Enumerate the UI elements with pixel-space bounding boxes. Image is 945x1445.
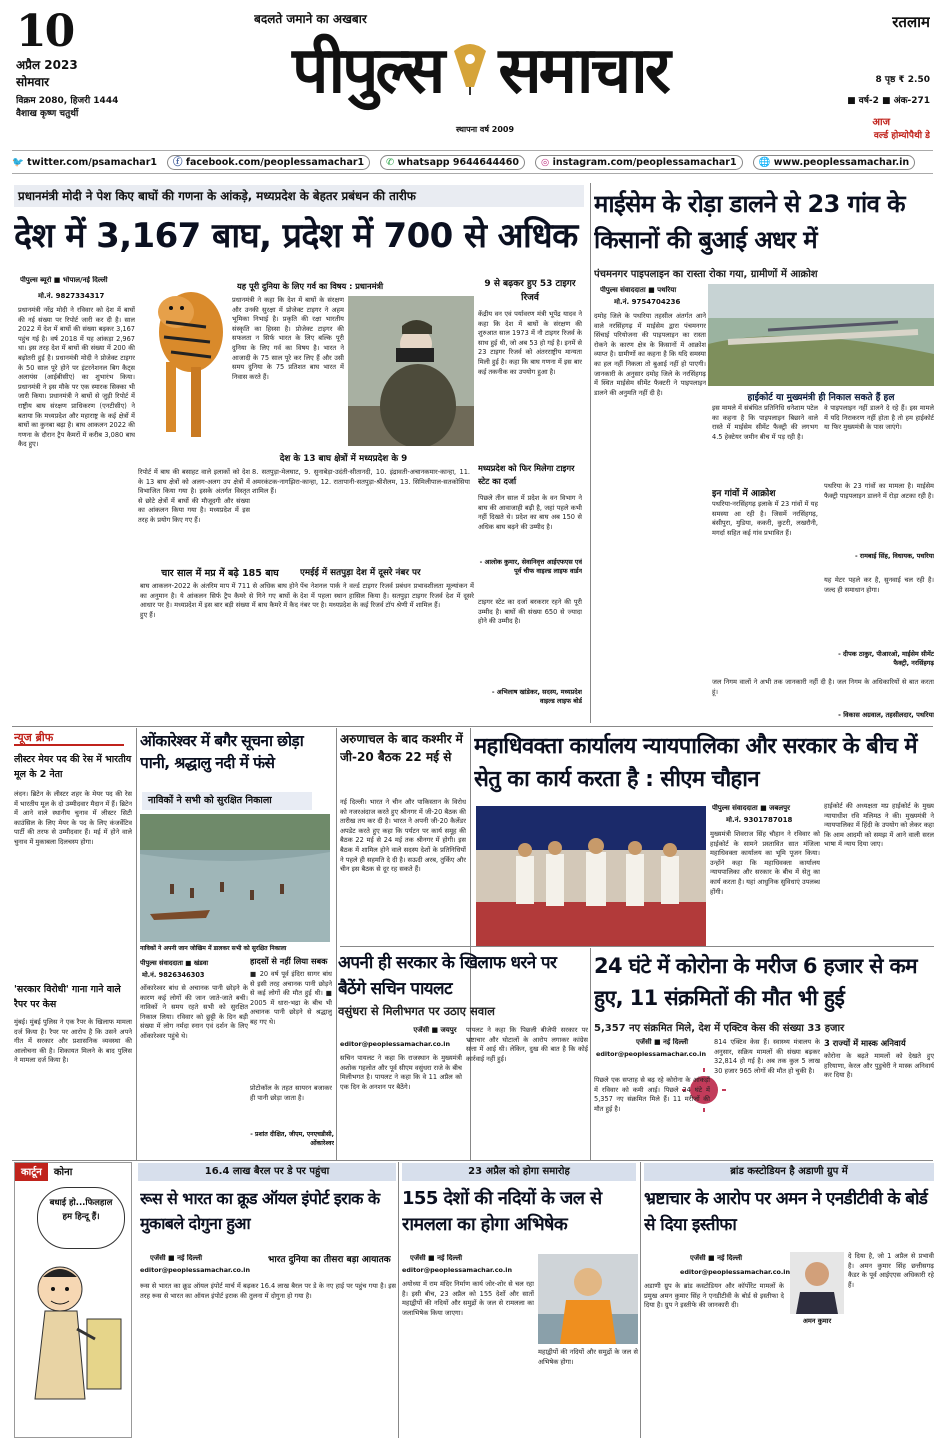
cartoon-speech: बधाई हो...फिलहाल हम हिन्दू हैं। xyxy=(37,1187,125,1249)
omkareshwar-mobile: मो.नं. 9826346303 xyxy=(142,971,205,979)
mett-body: पेंच नेशनल पार्क ने वर्ल्ड टाइगर रिजर्व प्रबंधन प्रभावशीलता मूल्यांकन में देश में पहला स्थान हासिल किया है। सतपुड़ा टाइगर रिजर्व देश में दूसरे नंबर पर है। मध्यप्रदेश के कई रिजर्व टॉप श्रेणी में शामिल हैं। xyxy=(300,582,474,610)
aman-kumar-label: अमन कुमार xyxy=(802,1317,832,1325)
facebook-link[interactable] xyxy=(167,155,370,170)
instagram-link[interactable] xyxy=(535,155,743,170)
corona-body3: कोरोना के बढ़ते मामलों को देखते हुए हरियाणा, केरल और पुडुचेरी ने मास्क अनिवार्य कर दिया है। xyxy=(824,1052,934,1080)
cm-byline: पीपुल्स संवाददाता ■ जबलपुर xyxy=(712,804,790,812)
quote-rambai-by: - रामबाई सिंह, विधायक, पथरिया xyxy=(854,552,934,560)
lead-body-col3: केंद्रीय वन एवं पर्यावरण मंत्री भूपेंद्र यादव ने कहा कि देश में बाघों के संरक्षण की शुरुआत साल 1973 में नौ टाइगर रिजर्व के साथ हुई थी, जो अब 53 हो गई है। इनमें से 23 टाइगर रिजर्व को अंतरराष्ट्रीय मान्यता मिली हुई है। कहा कि बाघ गणना में इस बार कई तकनीक का उपयोग हुआ है। xyxy=(478,310,582,376)
crude-byline: एजेंसी ■ नई दिल्ली xyxy=(150,1254,203,1262)
pen-logo-icon xyxy=(452,37,488,97)
quote-abhilash-by: - अभिलाष खांडेकर, सदस्य, मध्यप्रदेश वाइल्ड लाइफ बोर्ड xyxy=(491,688,582,705)
regions-subhead: देश के 13 बाघ क्षेत्रों में मध्यप्रदेश के 9 xyxy=(279,454,408,464)
cartoon-corner: कोना xyxy=(53,1167,73,1178)
regions-list: 8. सतपुड़ा-मेलघाट, 9. सुनाबेड़ा-उदंती-सीतानदी, 10. इंद्रावती-अचानकमार-कान्हा, 11. अमरकंटक-नागझिरा-कान्हा, 12. रातापानी-सतपुड़ा-श्रीशैलम, 13. सिमिलीपाल-सतकोसिया शामिल हैं। xyxy=(252,468,470,496)
date-day: 10 xyxy=(16,10,74,57)
brief-leicester-body: लंदन। ब्रिटेन के लीस्टर शहर के मेयर पद की रेस में भारतीय मूल के दो उम्मीदवार मैदान में हैं। ब्रिटेन में आने वाले स्थानीय चुनाव में लीस्टर सिटी काउंसिल के लिए मेयर के पद के लिए कंजर्वेटिव पार्टी की तरफ से उम्मीदवार हैं। मई में होने वाले चुनाव में मुकाबला दिलचस्प होगा। xyxy=(14,790,132,846)
quote-rambai: पथरिया के 23 गांवों का मामला है। माईसेम फैक्ट्री पाइपलाइन डालने में रोड़ा अटका रही है। xyxy=(824,482,934,500)
month-year: अप्रैल 2023 xyxy=(16,58,78,72)
corona-headline: 24 घंटे में कोरोना के मरीज 6 हजार से कम हुए, 11 संक्रमितों की मौत भी हुई xyxy=(594,954,918,1010)
date-box xyxy=(16,10,166,150)
ndtv-email: editor@peoplessamachar.co.in xyxy=(680,1268,791,1276)
city-name: रतलाम xyxy=(892,13,930,31)
instagram-icon: ◎ xyxy=(541,156,550,168)
facebook-handle: facebook.com/peoplessamachar1 xyxy=(185,156,365,168)
quote-abhilash: टाइगर स्टेट का दर्जा बरकरार रहने की पूरी उम्मीद है। बाघों की संख्या 650 से ज्यादा होने की उम्मीद है। xyxy=(478,598,582,626)
brief-rapper-body: मुंबई। मुंबई पुलिस ने एक रैपर के खिलाफ मामला दर्ज किया है। रैपर पर आरोप है कि उसने अपने गीत में सरकार और प्रशासनिक व्यवस्था की आलोचना की है। शिकायत मिलने के बाद पुलिस ने मामला दर्ज किया है। xyxy=(14,1018,132,1065)
corona-subhead: 5,357 नए संक्रमित मिले, देश में एक्टिव केस की संख्या 33 हजार xyxy=(594,1023,845,1034)
cartoon-drawing xyxy=(15,1249,131,1429)
quote-deepak: यह मेटर पहले कर है, सुनवाई चल रही है। जल्द ही समाधान होगा। xyxy=(824,576,934,594)
quote-vikas-by: - विकास अग्रवाल, तहसीलदार, पथरिया xyxy=(838,711,934,719)
g20-body: नई दिल्ली। भारत ने चीन और पाकिस्तान के विरोध को नजरअंदाज करते हुए श्रीनगर में जी-20 बैठक की तारीख तय कर दी है। भारत ने अपनी जी-20 कैलेंडर अपडेट करते हुए कहा कि पर्यटन पर कार्य समूह की बैठक 22 मई से 24 मई तक श्रीनगर में होगी। इस बैठक में शामिल होने वाले सदस्य देशों के प्रतिनिधियों ने पहले ही सहमति दे दी है। सऊदी अरब, तुर्किए और चीन इस बैठक से दूर रह सकते हैं। xyxy=(340,798,466,874)
mycem-mobile: मो.नं. 9754704236 xyxy=(614,298,681,306)
ndtv-kicker: ब्रांड कस्टोडियन है अडाणी ग्रुप में xyxy=(644,1163,934,1181)
ndtv-headline: भ्रष्टाचार के आरोप पर अमन ने एनडीटीवी के बोर्ड से दिया इस्तीफा xyxy=(644,1189,928,1235)
mycem-caption: हाईकोर्ट या मुख्यमंत्री ही निकाल सकते हैं हल xyxy=(747,393,895,402)
whatsapp-link[interactable] xyxy=(380,155,525,170)
quote-deepak-by: - दीपक ठाकुर, पीआरओ, माईसेम सीमेंट फैक्ट्री, नरसिंहगढ़ xyxy=(838,650,934,667)
volume-number: ■ वर्ष-2 ■ अंक-271 xyxy=(847,96,930,106)
twitter-handle: twitter.com/psamachar1 xyxy=(27,156,157,168)
globe-icon: 🌐 xyxy=(758,156,771,168)
crude-email: editor@peoplessamachar.co.in xyxy=(140,1266,251,1274)
lessons-subhead: हादसों से नहीं लिया सबक xyxy=(250,956,328,966)
weekday: सोमवार xyxy=(16,75,50,89)
pilot-subhead: वसुंधरा से मिलीभगत पर उठाए सवाल xyxy=(338,1004,495,1018)
aaj-label: आज xyxy=(872,117,890,128)
aman-kumar-photo xyxy=(790,1252,844,1314)
corona-email: editor@peoplessamachar.co.in xyxy=(596,1050,707,1058)
lead-kicker: प्रधानमंत्री मोदी ने पेश किए बाघों की गणना के आंकड़े, मध्यप्रदेश के बेहतर प्रबंधन की तारीफ xyxy=(14,185,584,207)
pm-binocular-photo xyxy=(348,296,474,446)
newspaper-title xyxy=(170,22,790,112)
lead-body-col1: प्रधानमंत्री नरेंद्र मोदी ने रविवार को देश में बाघों की नई संख्या पर रिपोर्ट जारी कर दी है। साल 2022 में देश में बाघों की संख्या बढ़कर 3,167 पहुंच गई है। वर्ष 2018 में यह आंकड़ा 2,967 था। इस तरह देश में बाघों की संख्या में 200 की बढ़ोतरी हुई है। प्रधानमंत्री मोदी ने प्रोजेक्ट टाइगर के 50 साल पूरे होने पर इंटरनेशनल बिग कैट्स अलायंस (आईबीसीए) का शुभारंभ किया। प्रधानमंत्री ने इस मौके पर एक स्मारक सिक्का भी जारी किया। प्रधानमंत्री ने बाघों से जुड़ी रिपोर्ट में राष्ट्रीय बाघ संरक्षण प्राधिकरण (एनटीसीए) ने बताया कि मध्यप्रदेश और महाराष्ट्र के कई क्षेत्रों में बाघों का कुनबा बढ़ा है। बाघ आकलन 2022 की गणना के दौरान ट्रैप कैमरों में करीब 3,080 बाघ कैद हुए। xyxy=(18,306,135,449)
cm-body2: हाईकोर्ट की अध्यक्षता मप्र हाईकोर्ट के मुख्य न्यायाधीश रवि मलिमठ ने की। मुख्यमंत्री ने न्यायपालिका में हिंदी के उपयोग को लेकर कहा कि आम आदमी को समझ में आने वाली सरल भाषा में न्याय दिया जाए। xyxy=(824,802,934,849)
river-rescue-photo xyxy=(140,814,330,942)
mycem-body3: वे पाइपलाइन नहीं डालने दे रहे हैं। इस मामले में यदि निराकरण नहीं होता है तो हम हाईकोर्ट या फिर मुख्यमंत्री के पास जाएंगे। xyxy=(824,404,934,432)
crude-kicker: 16.4 लाख बैरल पर डे पर पहुंचा xyxy=(138,1163,396,1181)
pipeline-aerial-photo xyxy=(708,284,934,386)
mycem-body2: इस मामले में संबंधित प्रतिनिधि धनेशाम पटेल का कहना है कि पाइपलाइन बिछाने वाले रास्ते में माईसेम सीमेंट फैक्ट्री की लगभग 4.5 हेक्टेयर जमीन बीच में पड़ रही है। xyxy=(712,404,818,441)
pages-price: 8 पृष्ठ ₹ 2.50 xyxy=(875,75,930,85)
tithi: वैशाख कृष्ण चतुर्थी xyxy=(16,109,79,119)
lead-mobile: मो.नं. 9827334317 xyxy=(38,292,105,300)
vikram-samvat: विक्रम 2080, हिजरी 1444 xyxy=(16,96,119,106)
regions-body: रिपोर्ट में बाघ की बसाहट वाले इलाकों को देश के 13 बाघ क्षेत्रों को अलग-अलग उप क्षेत्रों में विभाजित किया गया है। इसके अंतर्गत विस्तृत से छोटे क्षेत्रों में बाघों की मौजूदगी और संख्या का आंकलन किया गया है। मध्यप्रदेश में इस तरह के प्रयोग किए गए हैं। xyxy=(138,468,250,524)
mett-subhead: एमईई में सतपुड़ा देश में दूसरे नंबर पर xyxy=(300,568,421,578)
cartoon-label: कार्टून xyxy=(15,1163,48,1181)
corona-byline: एजेंसी ■ नई दिल्ली xyxy=(635,1038,689,1046)
facebook-icon: ⓕ xyxy=(173,156,183,168)
ndtv-body: अडाणी ग्रुप के ब्रांड कस्टोडियन और कॉर्पोरेट मामलों के प्रमुख अमन कुमार सिंह ने एनडीटीवी के बोर्ड से इस्तीफा दे दिया है। ग्रुप ने इस्तीफे की जानकारी दी। xyxy=(644,1282,784,1310)
g20-headline: अरुणाचल के बाद कश्मीर में जी-20 बैठक 22 मई से xyxy=(340,732,463,764)
instagram-handle: instagram.com/peoplessamachar1 xyxy=(552,156,737,168)
pilot-email: editor@peoplessamachar.co.in xyxy=(340,1040,451,1048)
priest-photo xyxy=(538,1254,638,1344)
lead-body-col2: प्रधानमंत्री ने कहा कि देश में बाघों के संरक्षण और उनकी सुरक्षा में प्रोजेक्ट टाइगर ने अहम भूमिका निभाई है। प्रकृति की रक्षा भारतीय संस्कृति का हिस्सा है। प्रोजेक्ट टाइगर की सफलता न सिर्फ भारत के लिए बल्कि पूरी दुनिया के लिए गर्व का विषय है। भारत ने आजादी के 75 साल पूरे कर लिए हैं और उसी समय दुनिया के 75 प्रतिशत बाघ भारत में निवास करते हैं। xyxy=(232,296,344,381)
cm-headline: महाधिवक्ता कार्यालय न्यायपालिका और सरकार के बीच में सेतु का कार्य करता है : सीएम चौहान xyxy=(474,734,917,792)
omkareshwar-headline: ओंकारेश्वर में बगैर सूचना छोड़ा पानी, श्रद्धालु नदी में फंसे xyxy=(140,732,304,772)
ramlala-email: editor@peoplessamachar.co.in xyxy=(402,1266,513,1274)
lead-byline: पीपुल्स ब्यूरो ■ भोपाल/नई दिल्ली xyxy=(20,276,108,284)
today-day: वर्ल्ड होम्योपैथी डे xyxy=(873,131,930,141)
pm-subhead: यह पूरी दुनिया के लिए गर्व का विषय : प्रधानमंत्री xyxy=(237,281,384,291)
brief-rapper-headline: 'सरकार विरोधी' गाना गाने वाले रैपर पर केस xyxy=(14,984,121,1010)
tiger-photo xyxy=(136,272,232,452)
corona-body2: 814 एक्टिव केस हैं। स्वास्थ्य मंत्रालय के अनुसार, सक्रिय मामलों की संख्या बढ़कर 32,814 हो गई है। अब तक कुल 5 लाख 30 हजार 965 लोगों की मौत हो चुकी है। xyxy=(714,1038,820,1075)
omkareshwar-body: ओंकारेश्वर बांध से अचानक पानी छोड़ने के कारण कई लोगों की जान जाते-जाते बची। नाविकों ने समय रहते सभी को सुरक्षित निकाल लिया। रविवार को छुट्टी के दिन बड़ी संख्या में लोग नर्मदा स्नान एवं दर्शन के लिए ओंकारेश्वर पहुंचे थे। xyxy=(140,984,248,1040)
brief-leicester-headline: लीस्टर मेयर पद की रेस में भारतीय मूल के 2 नेता xyxy=(14,754,132,780)
cartoon-box xyxy=(14,1162,132,1438)
pilot-byline: एजेंसी ■ जयपुर xyxy=(413,1026,457,1034)
crude-headline: रूस से भारत का क्रूड ऑयल इंपोर्ट इराक के मुकाबले दोगुना हुआ xyxy=(140,1189,380,1233)
twitter-link[interactable] xyxy=(12,157,157,168)
crude-subhead: भारत दुनिया का तीसरा बड़ा आयातक xyxy=(268,1255,391,1265)
ramlala-byline: एजेंसी ■ नई दिल्ली xyxy=(410,1254,463,1262)
nhdc-quote-by: - प्रशांत दीक्षित, जीएम, एनएचडीसी, ओंकारेश्वर xyxy=(250,1131,334,1147)
four-years-body: बाघ आकलन-2022 के अंतरिम माप में 711 से अधिक बाघ होने का अनुमान है। ये आंकलन सिर्फ ट्रैप कैमरे से गिने गए बाघों के आधार पर है। मध्यप्रदेश में इस बार बड़ी संख्या में बाघ कैमरे में कैद हुए हैं। xyxy=(140,582,298,619)
villages-subhead: इन गांवों में आक्रोश xyxy=(712,489,776,498)
ndtv-body2: दे दिया है, जो 1 अप्रैल से प्रभावी है। अमन कुमार सिंह छत्तीसगढ़ कैडर के पूर्व आईएएस अधिकारी रहे हैं। xyxy=(848,1252,934,1289)
quote-alok: पिछले तीन साल में प्रदेश के वन विभाग ने बाघ की आवाजाही बढ़ी है, जहां पहले कभी नहीं दिखते थे। प्रदेश का बाघ अब 150 से अधिक बाघ बढ़ने की उम्मीद है। xyxy=(478,494,582,531)
tiger-state-subhead: मध्यप्रदेश को फिर मिलेगा टाइगर स्टेट का दर्जा xyxy=(478,463,575,486)
twitter-icon: 🐦 xyxy=(12,156,24,168)
mycem-byline: पीपुल्स संवाददाता ■ पथरिया xyxy=(600,286,677,294)
news-brief-title: न्यूज ब्रीफ xyxy=(14,730,124,746)
mycem-subhead: पंचमनगर पाइपलाइन का रास्ता रोका गया, ग्रामीणों में आक्रोश xyxy=(594,269,818,280)
four-years-subhead: चार साल में मप्र में बढ़े 185 बाघ xyxy=(161,568,279,579)
cm-bhoomipujan-photo xyxy=(476,806,706,946)
website-url: www.peoplessamachar.in xyxy=(773,156,910,168)
tiger-reserve-subhead: 9 से बढ़कर हुए 53 टाइगर रिजर्व xyxy=(484,279,576,303)
ramlala-kicker: 23 अप्रैल को होगा समारोह xyxy=(402,1163,636,1181)
edition-box xyxy=(810,12,930,152)
founded-year: स्थापना वर्ष 2009 xyxy=(455,125,515,134)
quote-alok-by: - आलोक कुमार, सेवानिवृत्त आईएफएस एवं पूर्व चीफ वाइल्ड लाइफ वार्डन xyxy=(479,558,582,575)
cm-mobile: मो.नं. 9301787018 xyxy=(726,816,793,824)
ndtv-byline: एजेंसी ■ नई दिल्ली xyxy=(690,1254,743,1262)
villages-body: पथरिया-नरसिंहगढ़ इलाके में 23 गांवों में यह समस्या आ रही है। जिसमें नरसिंहगढ़, बंसीपुरा, मुडिया, ककरी, कुटरी, लखरौनी, मगर्दा सहित कई गांव प्रभावित हैं। xyxy=(712,500,818,537)
lessons-list: ■ 20 वर्ष पूर्व इंदिरा सागर बांध से इसी तरह अचानक पानी छोड़ने से कई लोगों की मौत हुई थी। ■ 2005 में धारा-भद्रा के बीच भी अचानक पानी छोड़ने से श्रद्धालु बह गए थे। xyxy=(250,970,332,1026)
whatsapp-icon: ✆ xyxy=(386,156,395,168)
ramlala-caption: महाद्वीपों की नदियों और समुद्रों के जल से अभिषेक होगा। xyxy=(538,1348,638,1366)
ramlala-body: अयोध्या में राम मंदिर निर्माण कार्य जोर-शोर से चल रहा है। इसी बीच, 23 अप्रैल को 155 देशों और सातों महाद्वीपों की नदियों और समुद्रों के जल से रामलला का जलाभिषेक किया जाएगा। xyxy=(402,1280,534,1317)
cm-body: मुख्यमंत्री शिवराज सिंह चौहान ने रविवार को हाईकोर्ट के सामने प्रस्तावित सात मंजिला महाधिवक्ता कार्यालय का भूमि पूजन किया। उन्होंने कहा कि महाधिवक्ता कार्यालय न्यायपालिका और सरकार के बीच में सेतु का कार्य करता है। यहां आधुनिक सुविधाएं उपलब्ध होंगी। xyxy=(710,830,820,896)
lead-headline: देश में 3,167 बाघ, प्रदेश में 700 से अधिक xyxy=(14,216,578,256)
whatsapp-number: whatsapp 9644644460 xyxy=(397,156,520,168)
title-right: समाचार xyxy=(498,32,668,108)
pilot-body: सचिन पायलट ने कहा कि राजस्थान के मुख्यमंत्री अशोक गहलोत और पूर्व सीएम वसुंधरा राजे के बीच मिलीभगत है। पायलट ने कहा कि वे 11 अप्रैल को एक दिन के अनशन पर बैठेंगे। xyxy=(340,1054,462,1091)
pilot-headline: अपनी ही सरकार के खिलाफ धरने पर बैठेंगे सचिन पायलट xyxy=(338,953,557,999)
mycem-body: दमोह जिले के पथरिया तहसील अंतर्गत आने वाले नरसिंहगढ़ में माईसेम द्वारा पंचमनगर सिंचाई परियोजना की पाइपलाइन का रास्ता रोकने के कारण क्षेत्र के किसानों में आक्रोश व्याप्त है। ग्रामीणों का कहना है कि यदि समस्या का हल नहीं निकला तो बुआई नहीं हो पाएगी। जानकारी के अनुसार दमोह जिले के नरसिंहगढ़ में स्थित माईसेम सीमेंट फैक्टरी ने पाइपलाइन डालने की अनुमति नहीं दी है। xyxy=(594,312,706,397)
mycem-headline: माईसेम के रोड़ा डालने से 23 गांव के किसानों की बुआई अधर में xyxy=(594,190,905,254)
corona-body: पिछले एक सप्ताह से बढ़ रहे कोरोना के आंकड़ों में रविवार को कमी आई। पिछले 24 घंटे में 5,357 नए संक्रमित मिले हैं। 11 मरीजों की मौत हुई है। xyxy=(594,1076,710,1113)
title-left: पीपुल्स xyxy=(292,32,443,108)
omkareshwar-caption: नाविकों ने अपनी जान जोखिम में डालकर सभी को सुरक्षित निकाला xyxy=(140,945,287,952)
website-link[interactable] xyxy=(753,155,916,170)
pilot-body2: पायलट ने कहा कि पिछली बीजेपी सरकार पर भ्रष्टाचार और घोटालों के आरोप लगाकर कांग्रेस सत्ता में आई थी। लेकिन, दुख की बात है कि कोई कार्रवाई नहीं हुई। xyxy=(466,1026,588,1063)
crude-body: रूस से भारत का क्रूड ऑयल इंपोर्ट मार्च में बढ़कर 16.4 लाख बैरल पर डे के नए हाई पर पहुंच गया है। इस तरह रूस से भारत का ऑयल इंपोर्ट इराक की तुलना में दोगुना हो गया है। xyxy=(140,1282,396,1300)
mask-subhead: 3 राज्यों में मास्क अनिवार्य xyxy=(824,1038,906,1048)
omkareshwar-byline: पीपुल्स संवाददाता ■ खंडवा xyxy=(140,959,209,967)
quote-vikas: जल निगम वालों ने अभी तक जानकारी नहीं दी है। जल निगम के अधिकारियों से बात करता हूं। xyxy=(712,678,934,696)
ramlala-headline: 155 देशों की नदियों के जल से रामलला का होगा अभिषेक xyxy=(402,1188,602,1235)
social-bar xyxy=(12,150,933,174)
nhdc-quote: प्रोटोकॉल के तहत सायरन बजाकर ही पानी छोड़ा जाता है। xyxy=(250,1084,332,1102)
omkareshwar-subhead: नाविकों ने सभी को सुरक्षित निकाला xyxy=(142,792,312,810)
tagline: बदलते जमाने का अखबार xyxy=(254,12,367,26)
